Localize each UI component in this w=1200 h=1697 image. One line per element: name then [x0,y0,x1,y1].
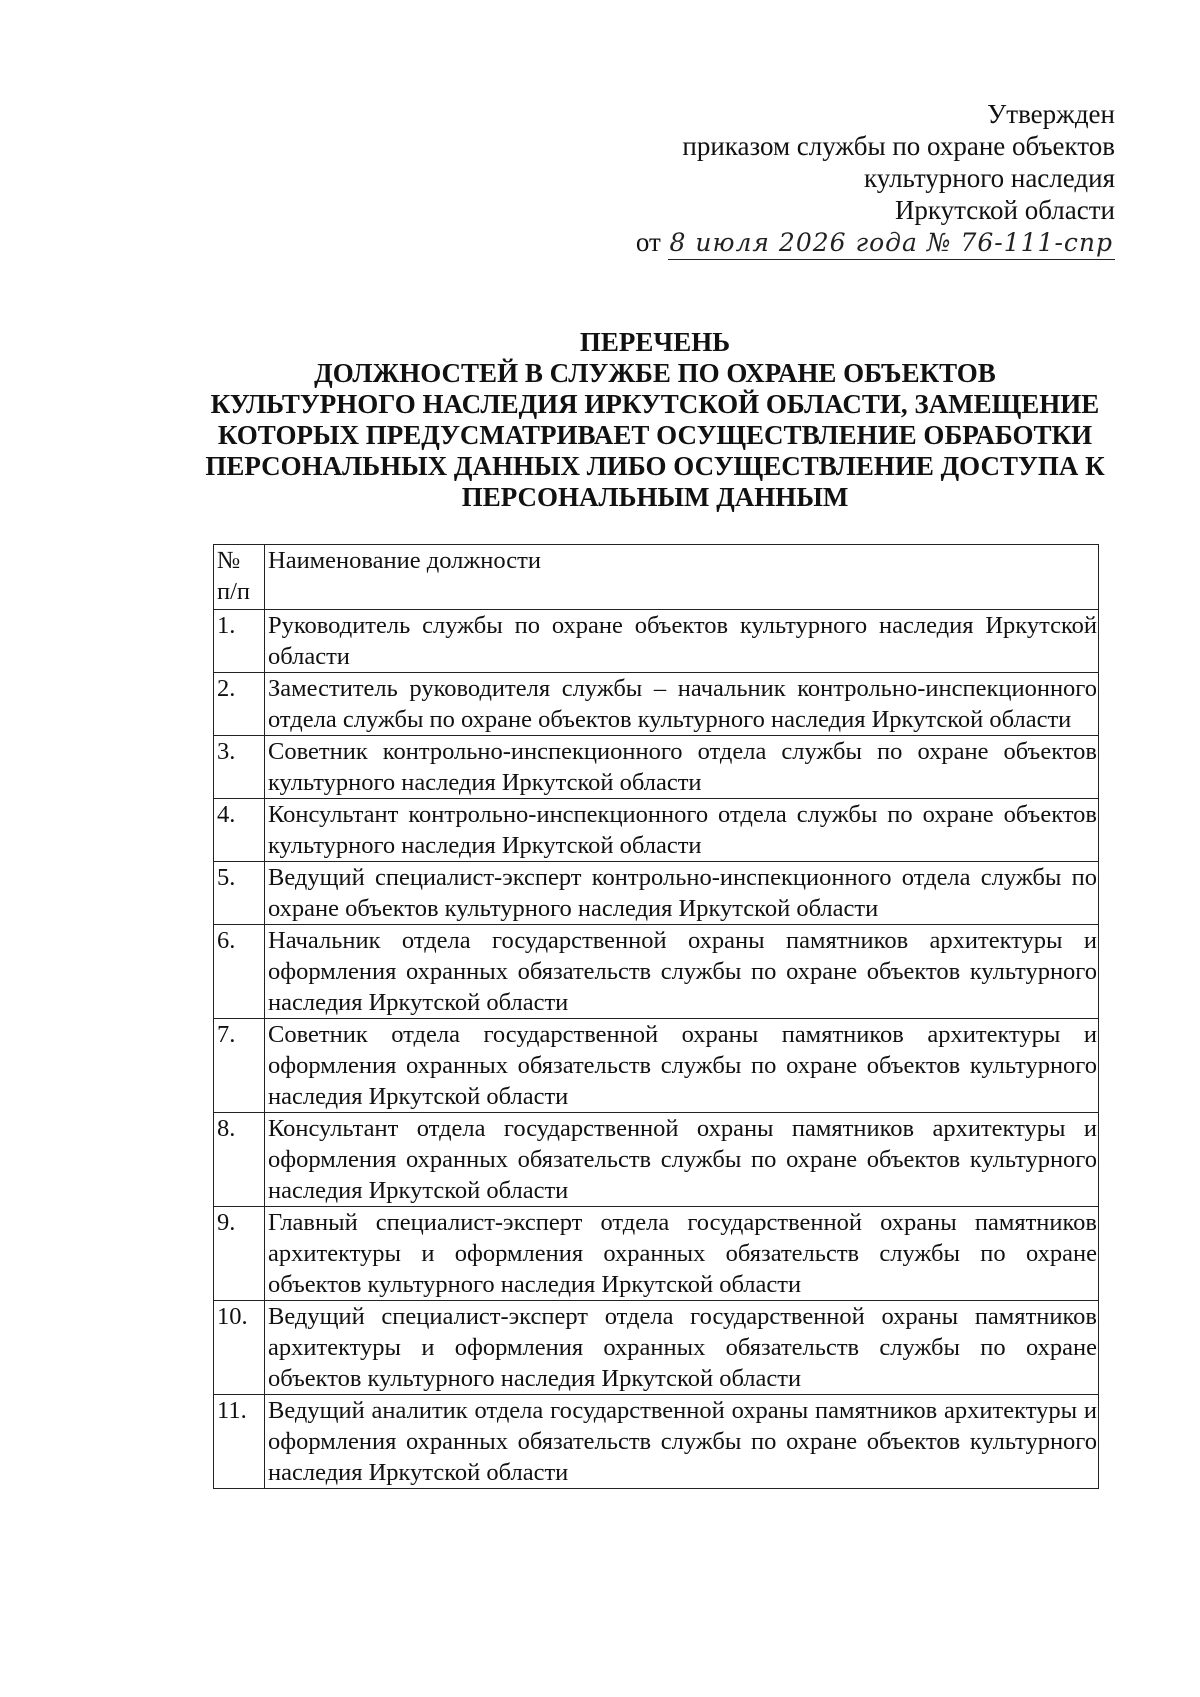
row-number-cell: 5. [214,862,265,925]
approval-line-3: культурного наследия [864,163,1115,193]
row-number-cell: 10. [214,1301,265,1395]
table-row [214,799,1099,862]
row-number-cell: 1. [214,610,265,673]
row-number-cell: 9. [214,1207,265,1301]
table-row [214,925,1099,1019]
row-position-name-cell: Консультант контрольно-инспекционного отдела службы по охране объектов культурного наследия Иркутской области [265,799,1099,862]
row-position-name-cell: Начальник отдела государственной охраны памятников архитектуры и оформления охранных обязательств службы по охране объектов культурного наследия Иркутской области [265,925,1099,1019]
row-position-name-cell: Советник контрольно-инспекционного отдела службы по охране объектов культурного наследия Иркутской области [265,736,1099,799]
title-line-4: КОТОРЫХ ПРЕДУСМАТРИВАЕТ ОСУЩЕСТВЛЕНИЕ ОБРАБОТКИ [217,420,1093,450]
table-row [214,1395,1099,1489]
approval-line-4: Иркутской области [894,195,1115,225]
approval-block [636,98,1115,260]
row-position-name-cell: Ведущий аналитик отдела государственной охраны памятников архитектуры и оформления охранных обязательств службы по охране объектов культурного наследия Иркутской области [265,1395,1099,1489]
approval-line-1: Утвержден [987,99,1115,129]
approval-line-2: приказом службы по охране объектов [682,131,1115,161]
row-number-cell: 7. [214,1019,265,1113]
row-number-cell: 2. [214,673,265,736]
table-header-row [214,545,1099,610]
document-title [180,327,1130,513]
row-number-cell: 3. [214,736,265,799]
row-number-cell: 8. [214,1113,265,1207]
table-row [214,1019,1099,1113]
title-line-2: ДОЛЖНОСТЕЙ В СЛУЖБЕ ПО ОХРАНЕ ОБЪЕКТОВ [314,358,996,388]
row-position-name-cell: Главный специалист-эксперт отдела государственной охраны памятников архитектуры и оформления охранных обязательств службы по охране объектов культурного наследия Иркутской области [265,1207,1099,1301]
approval-date-line [636,226,1115,260]
title-line-5: ПЕРСОНАЛЬНЫХ ДАННЫХ ЛИБО ОСУЩЕСТВЛЕНИЕ ДОСТУПА К [205,451,1105,481]
title-line-6: ПЕРСОНАЛЬНЫМ ДАННЫМ [461,482,849,512]
positions-table [213,544,1099,1489]
row-position-name-cell: Консультант отдела государственной охраны памятников архитектуры и оформления охранных обязательств службы по охране объектов культурного наследия Иркутской области [265,1113,1099,1207]
table-row [214,1113,1099,1207]
table-row [214,736,1099,799]
row-position-name-cell: Руководитель службы по охране объектов культурного наследия Иркутской области [265,610,1099,673]
table-row [214,1207,1099,1301]
handwritten-date-signature: 8 июля 2026 года № 76-111-спр [668,227,1115,260]
table-row [214,610,1099,673]
row-position-name-cell: Заместитель руководителя службы – начальник контрольно-инспекционного отдела службы по охране объектов культурного наследия Иркутской области [265,673,1099,736]
row-position-name-cell: Ведущий специалист-эксперт контрольно-инспекционного отдела службы по охране объектов культурного наследия Иркутской области [265,862,1099,925]
header-name-cell: Наименование должности [265,545,1099,610]
title-line-3: КУЛЬТУРНОГО НАСЛЕДИЯ ИРКУТСКОЙ ОБЛАСТИ, ЗАМЕЩЕНИЕ [210,389,1100,419]
approval-from-prefix: от [635,227,661,257]
table-row [214,673,1099,736]
table-row [214,862,1099,925]
table-row [214,1301,1099,1395]
row-number-cell: 6. [214,925,265,1019]
title-line-1: ПЕРЕЧЕНЬ [579,327,731,357]
header-number-cell: № п/п [214,545,265,610]
row-position-name-cell: Советник отдела государственной охраны памятников архитектуры и оформления охранных обязательств службы по охране объектов культурного наследия Иркутской области [265,1019,1099,1113]
row-number-cell: 4. [214,799,265,862]
row-number-cell: 11. [214,1395,265,1489]
row-position-name-cell: Ведущий специалист-эксперт отдела государственной охраны памятников архитектуры и оформления охранных обязательств службы по охране объектов культурного наследия Иркутской области [265,1301,1099,1395]
